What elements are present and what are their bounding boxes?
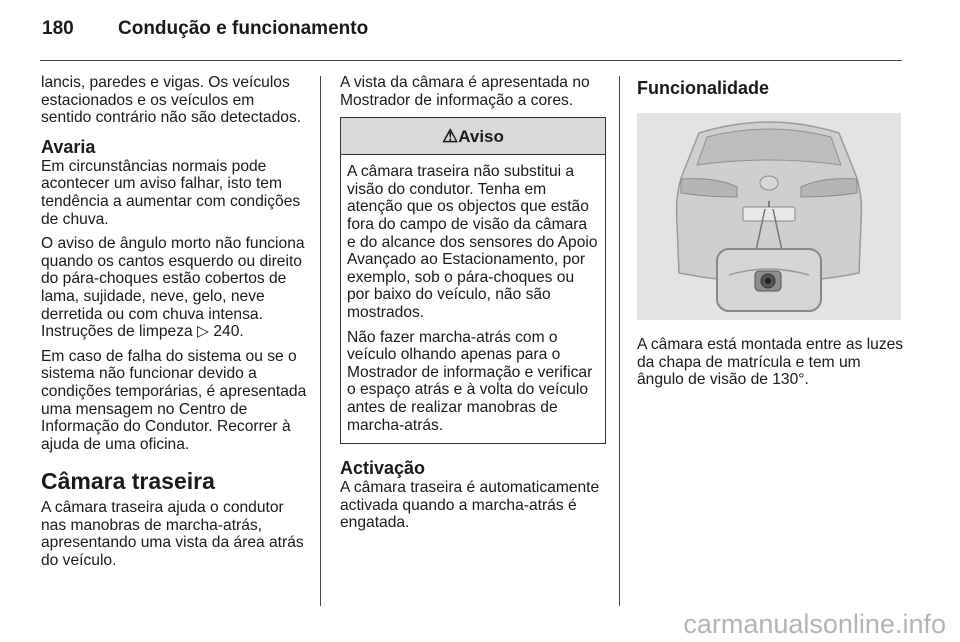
page-reference: 240. [213,323,244,341]
activacao-paragraph: A câmara traseira é automaticamente activada quando a marcha-atrás é engatada. [340,479,600,532]
warning-header [341,118,605,155]
avaria-paragraph-1: Em circunstâncias normais pode acontecer um aviso falhar, isto tem tendência a aumentar com condições de chuva. [41,157,301,228]
intro-paragraph: lancis, paredes e vigas. Os veículos estacionados e os veículos em sentido contrário não são detectados. [41,74,302,127]
page-ref-arrow-icon: ▷ [197,323,210,341]
header-rule [40,60,902,61]
warning-title: Aviso [458,127,504,147]
display-paragraph: A vista da câmara é apresentada no Mostrador de informação a cores. [340,74,590,109]
column-2 [340,74,606,539]
avaria-paragraph-2-text: O aviso de ângulo morto não funciona quando os cantos esquerdo ou direito do pára-choques estão cobertos de lama, sujidade, neve, gelo, neve derretida ou com chuva intensa. Instruções de limpeza [41,235,305,341]
avaria-paragraph-2 [41,235,307,341]
site-watermark: carmanualsonline.info [683,609,946,639]
warning-paragraph-2: Não fazer marcha-atrás com o veículo olhando apenas para o Mostrador de informação e verificar o espaço atrás e à volta do veículo antes de realizar manobras de marcha-atrás. [347,328,593,434]
warning-triangle-icon: ⚠ [442,126,459,147]
rear-camera-illustration [637,113,901,320]
column-divider-2 [619,76,620,606]
page-header [42,18,368,40]
camera-caption: A câmara está montada entre as luzes da chapa de matrícula e tem um ângulo de visão de 130°. [637,336,904,389]
activacao-heading: Activação [340,458,426,479]
funcionalidade-heading: Funcionalidade [637,78,770,98]
avaria-paragraph-3: Em caso de falha do sistema ou se o sistema não funcionar devido a condições temporárias, é apresentada uma mensagem no Centro de Informação do Condutor. Recorrer à ajuda de uma oficina. [41,347,307,453]
camera-section-paragraph: A câmara traseira ajuda o condutor nas manobras de marcha-atrás, apresentando uma vista da área atrás do veículo. [41,499,304,570]
column-3 [637,74,905,396]
page-title: Condução e funcionamento [118,18,369,39]
car-rear-drawing [637,113,901,320]
column-1 [41,74,307,577]
warning-box [340,117,606,444]
warning-body [341,155,605,443]
camera-section-heading: Câmara traseira [41,468,215,495]
column-divider-1 [320,76,321,606]
warning-paragraph-1: A câmara traseira não substitui a visão do condutor. Tenha em atenção que os objectos que estão fora do campo de visão da câmara e do alcance dos sensores do Apoio Avançado ao Estacionamento, por exemplo, sob o pára-choques ou por baixo do veículo, não são mostrados. [347,163,598,321]
page-number: 180 [42,18,74,39]
avaria-heading: Avaria [41,136,96,157]
